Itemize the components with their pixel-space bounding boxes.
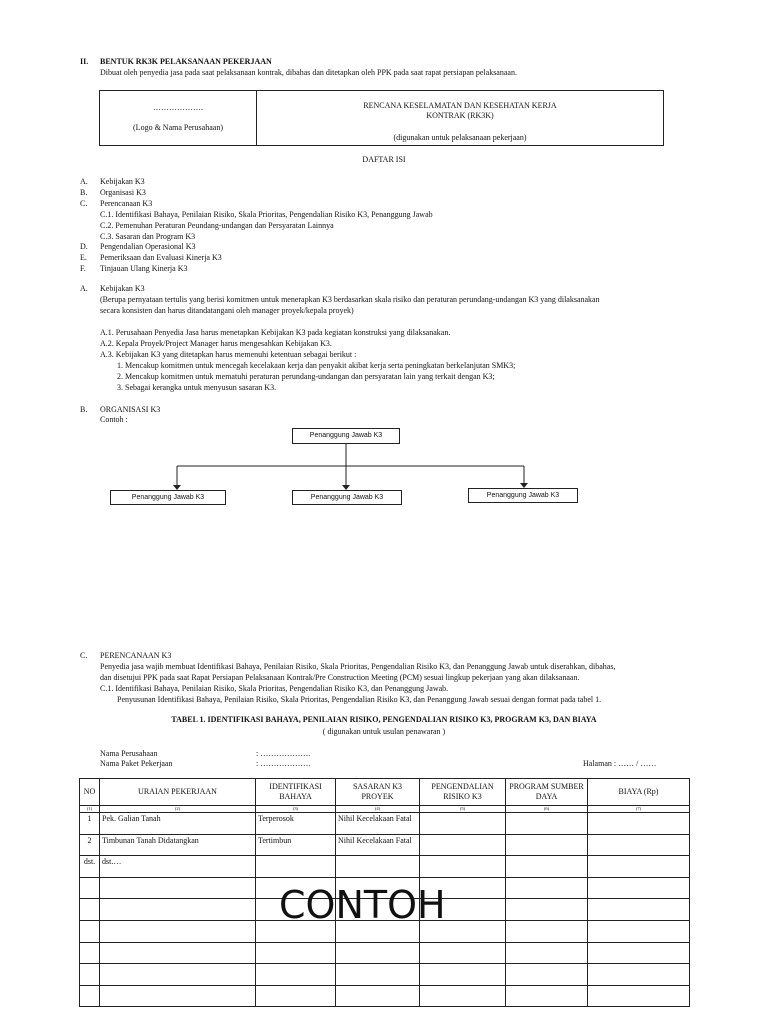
org-box-middle: Penanggung Jawab K3 (292, 490, 402, 505)
table-cell (256, 985, 336, 1007)
table-cell (588, 920, 690, 942)
table-cell (420, 964, 506, 986)
toc-item-letter: F. (80, 264, 86, 274)
toc-item: Pemeriksaan dan Evaluasi Kinerja K3 (100, 253, 222, 263)
sec-a-sub-3: 3. Sebagai kerangka untuk menyusun sasaran K3. (117, 383, 277, 392)
table-cell (420, 856, 506, 878)
column-number-cell: (4) (336, 806, 420, 813)
table-cell (506, 942, 588, 964)
table-cell: Nihil Kecelakaan Fatal (336, 813, 420, 835)
toc-item-letter: E. (80, 253, 87, 263)
section-number: II. (80, 57, 89, 66)
table-cell (100, 942, 256, 964)
org-box-left: Penanggung Jawab K3 (110, 490, 226, 505)
toc-item: C.2. Pemenuhan Peraturan Peundang-undangan dan Persyaratan Lainnya (100, 220, 334, 230)
table-header-cell: NO (80, 779, 100, 806)
sec-c-paragraph-1: Penyedia jasa wajib membuat Identifikasi Bahaya, Penilaian Risiko, Skala Prioritas, Pengendalian Risiko K3, dan Penanggung Jawab untuk diserahkan, dibahas, (100, 662, 616, 671)
table-cell (100, 899, 256, 921)
sec-b-contoh: Contoh : (100, 415, 128, 424)
column-number-cell: (3) (256, 806, 336, 813)
table-cell (506, 813, 588, 835)
table-cell: 1 (80, 813, 100, 835)
table-header-cell: PENGENDALIAN RISIKO K3 (420, 779, 506, 806)
table-cell (588, 813, 690, 835)
toc-item: Tinjauan Ulang Kinerja K3 (100, 264, 188, 274)
table-row (80, 942, 690, 964)
column-number-cell: (7) (588, 806, 690, 813)
column-number-cell: (1) (80, 806, 100, 813)
table-cell (588, 899, 690, 921)
sec-a-item-1: A.1. Perusahaan Penyedia Jasa harus menetapkan Kebijakan K3 pada kegiatan konstruksi yang dilaksanakan. (100, 328, 451, 337)
package-name-value: : ………………. (256, 759, 311, 768)
table-cell (506, 877, 588, 899)
table-cell (588, 856, 690, 878)
org-box-top: Penanggung Jawab K3 (292, 428, 400, 444)
table-cell (588, 985, 690, 1007)
table-cell: dst.… (100, 856, 256, 878)
table-cell (420, 834, 506, 856)
table-row (80, 856, 690, 878)
table-cell (256, 942, 336, 964)
section-description: Dibuat oleh penyedia jasa pada saat pelaksanaan kontrak, dibahas dan ditetapkan oleh PPK pada saat rapat persiapan pelaksanaan. (100, 68, 517, 77)
logo-dots: ………………. (153, 103, 203, 112)
sec-c-paragraph-3: C.1. Identifikasi Bahaya, Penilaian Risiko, Skala Prioritas, Pengendalian Risiko K3, dan Penanggung Jawab. (100, 684, 449, 693)
sec-a-paragraph-2: secara konsisten dan harus ditandatangani oleh manager proyek/kepala proyek) (100, 306, 354, 315)
table-cell: 2 (80, 834, 100, 856)
table-header-cell: IDENTIFIKASI BAHAYA (256, 779, 336, 806)
sec-c-title: PERENCANAAN K3 (100, 651, 172, 660)
table-cell: Pek. Galian Tanah (100, 813, 256, 835)
table-cell: Timbunan Tanah Didatangkan (100, 834, 256, 856)
section-title: BENTUK RK3K PELAKSANAAN PEKERJAAN (100, 57, 272, 66)
table-cell (336, 964, 420, 986)
toc-item: C.3. Sasaran dan Program K3 (100, 231, 196, 241)
sec-a-letter: A. (80, 284, 88, 293)
table1-subtitle: ( digunakan untuk usulan penawaran ) (322, 727, 446, 736)
table-cell (100, 985, 256, 1007)
toc-item: C.1. Identifikasi Bahaya, Penilaian Risiko, Skala Prioritas, Pengendalian Risiko K3, Penanggung Jawab (100, 209, 433, 219)
company-name-label: Nama Perusahaan (100, 749, 158, 758)
sec-a-item-2: A.2. Kepala Proyek/Project Manager harus mengesahkan Kebijakan K3. (100, 339, 332, 348)
table-header-cell: PROGRAM SUMBER DAYA (506, 779, 588, 806)
doc-title-line1: RENCANA KESELAMATAN DAN KESEHATAN KERJA (363, 101, 557, 110)
column-number-cell: (5) (420, 806, 506, 813)
table-cell (100, 920, 256, 942)
sec-a-item-3: A.3. Kebijakan K3 yang ditetapkan harus memenuhi ketentuan sebagai berikut : (100, 350, 357, 359)
table-header-cell: BIAYA (Rp) (588, 779, 690, 806)
column-number-cell: (2) (100, 806, 256, 813)
toc-heading: DAFTAR ISI (362, 155, 406, 164)
table-header-cell: URAIAN PEKERJAAN (100, 779, 256, 806)
toc-item-letter: B. (80, 187, 88, 197)
toc-item: Perencanaan K3 (100, 198, 153, 208)
column-number-cell: (6) (506, 806, 588, 813)
table-cell (80, 899, 100, 921)
table-cell (80, 942, 100, 964)
logo-label: (Logo & Nama Perusahaan) (133, 123, 223, 132)
contoh-watermark: CONTOH (279, 883, 446, 927)
table-cell (256, 964, 336, 986)
table-cell: dst. (80, 856, 100, 878)
table-cell (506, 985, 588, 1007)
table-cell (420, 813, 506, 835)
table-cell (420, 985, 506, 1007)
sec-a-title: Kebijakan K3 (100, 284, 145, 293)
table-header-cell: SASARAN K3 PROYEK (336, 779, 420, 806)
sec-a-sub-2: 2. Mencakup komitmen untuk mematuhi peraturan perundang-undangan dan persyaratan lain yang terkait dengan K3; (117, 372, 495, 381)
company-name-value: : ………………. (256, 749, 311, 758)
table-row (80, 813, 690, 835)
table-row (80, 985, 690, 1007)
table-cell (588, 834, 690, 856)
package-name-label: Nama Paket Pekerjaan (100, 759, 173, 768)
toc-item: Organisasi K3 (100, 187, 146, 197)
table-cell (100, 964, 256, 986)
table-cell (80, 985, 100, 1007)
table-row (80, 834, 690, 856)
table-cell (80, 877, 100, 899)
table-cell (588, 964, 690, 986)
table-cell (80, 920, 100, 942)
table-cell (506, 899, 588, 921)
table-cell (588, 942, 690, 964)
table-cell: Terperosok (256, 813, 336, 835)
doc-title-line2: KONTRAK (RK3K) (426, 111, 494, 120)
toc-item: Pengendalian Operasional K3 (100, 242, 196, 252)
sec-b-title: ORGANISASI K3 (100, 405, 161, 414)
table-cell: Tertimbun (256, 834, 336, 856)
table-cell (336, 985, 420, 1007)
sec-b-letter: B. (80, 405, 88, 414)
table-cell (80, 964, 100, 986)
sec-a-sub-1: 1. Mencakup komitmen untuk mencegah kecelakaan kerja dan penyakit akibat kerja serta peningkatan berkelanjutan SMK3; (117, 361, 516, 370)
table-cell: Nihil Kecelakaan Fatal (336, 834, 420, 856)
table-cell (506, 856, 588, 878)
table-cell (336, 942, 420, 964)
toc-item: Kebijakan K3 (100, 177, 145, 186)
table-cell (420, 942, 506, 964)
table-cell (256, 856, 336, 878)
sec-c-paragraph-4: Penyusunan Identifikasi Bahaya, Penilaian Risiko, Skala Prioritas, Pengendalian Risiko K3, dan Penanggung Jawab sesuai dengan format pada tabel 1. (117, 695, 602, 704)
toc-item-letter: C. (80, 198, 88, 208)
sec-a-paragraph-1: (Berupa pernyataan tertulis yang berisi komitmen untuk menerapkan K3 berdasarkan skala risiko dan peraturan perundang-undangan K3 yang dilaksanakan (100, 295, 600, 304)
page-number-label: Halaman : …… / …… (583, 759, 657, 768)
toc-item-letter: D. (80, 242, 88, 252)
org-box-right: Penanggung Jawab K3 (468, 488, 578, 503)
table-row (80, 964, 690, 986)
table-cell (506, 834, 588, 856)
table-cell (588, 877, 690, 899)
table-cell (506, 920, 588, 942)
table-cell (336, 856, 420, 878)
table-cell (100, 877, 256, 899)
sec-c-letter: C. (80, 651, 88, 660)
table1-title: TABEL 1. IDENTIFIKASI BAHAYA, PENILAIAN RISIKO, PENGENDALIAN RISIKO K3, PROGRAM K3, DAN BIAYA (171, 715, 597, 724)
doc-title-note: (digunakan untuk pelaksanaan pekerjaan) (393, 133, 527, 142)
table-cell (506, 964, 588, 986)
toc-item-letter: A. (80, 177, 88, 186)
sec-c-paragraph-2: dan disetujui PPK pada saat Rapat Persiapan Pelaksanaan Kontrak/Pre Construction Meeting (PCM) sesuai lingkup pekerjaan yang akan dilaksanaan. (100, 673, 580, 682)
